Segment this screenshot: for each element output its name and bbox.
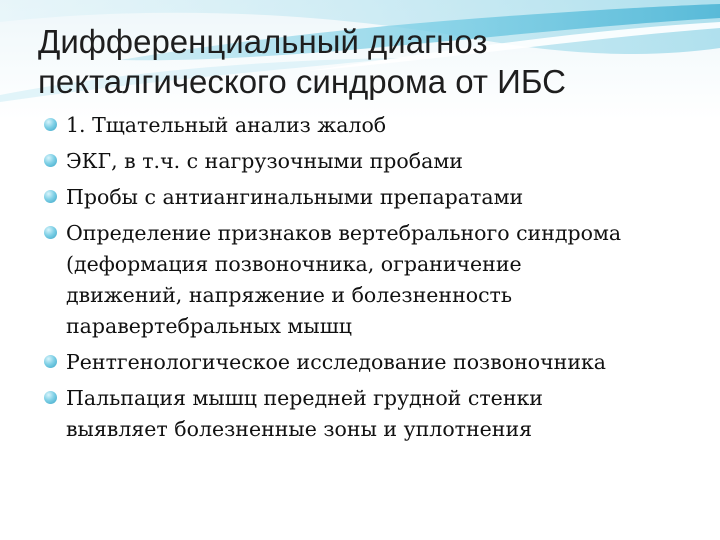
bullet-item [44, 110, 694, 141]
bullet-text-line: (деформация позвоночника, ограничение [66, 252, 522, 276]
bullet-dot-icon [44, 154, 57, 167]
bullet-dot-icon [44, 226, 57, 239]
bullet-dot-icon [44, 118, 57, 131]
bullet-dot-icon [44, 190, 57, 203]
bullet-text-line: паравертебральных мышц [66, 314, 352, 338]
bullet-dot-icon [44, 355, 57, 368]
slide-title [38, 22, 698, 102]
bullet-text-line: 1. Тщательный анализ жалоб [66, 113, 387, 137]
bullet-text-line: Рентгенологическое исследование позвоночника [66, 350, 607, 374]
bullet-text-line: выявляет болезненные зоны и уплотнения [66, 417, 533, 441]
bullet-text-line: движений, напряжение и болезненность [66, 283, 513, 307]
slide-title-line: пекталгического синдрома от ИБС [38, 63, 566, 100]
bullet-item [44, 218, 694, 342]
bullet-text-line: Пальпация мышц передней грудной стенки [66, 386, 543, 410]
bullet-text-line: Определение признаков вертебрального синдрома [66, 221, 622, 245]
bullet-text-line: Пробы с антиангинальными препаратами [66, 185, 524, 209]
bullet-item [44, 383, 694, 445]
bullet-list [44, 110, 694, 450]
bullet-item [44, 182, 694, 213]
slide-title-line: Дифференциальный диагноз [38, 23, 488, 60]
bullet-item [44, 146, 694, 177]
bullet-dot-icon [44, 391, 57, 404]
bullet-item [44, 347, 694, 378]
bullet-text-line: ЭКГ, в т.ч. с нагрузочными пробами [66, 149, 463, 173]
